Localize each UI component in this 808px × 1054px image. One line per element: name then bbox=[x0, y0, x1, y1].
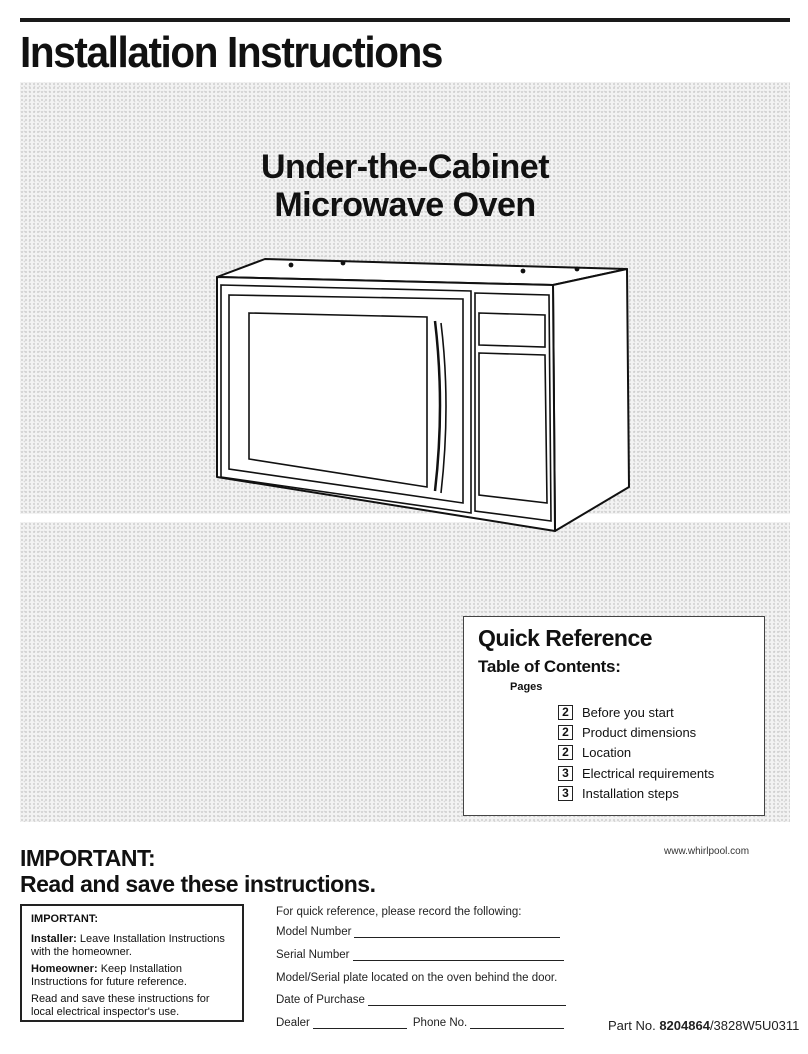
important-line2: Read and save these instructions. bbox=[20, 871, 376, 897]
dealer-phone-line bbox=[276, 1017, 564, 1029]
important-line1: IMPORTANT: bbox=[20, 845, 156, 871]
serial-number-label: Serial Number bbox=[276, 949, 350, 961]
product-title-line1: Under-the-Cabinet bbox=[260, 148, 550, 186]
notice-heading: IMPORTANT: bbox=[31, 913, 99, 925]
toc-page-number: 2 bbox=[558, 725, 573, 740]
serial-number-line bbox=[276, 949, 564, 961]
installer-label: Installer: bbox=[31, 933, 77, 945]
plate-note: Model/Serial plate located on the oven behind the door. bbox=[276, 972, 558, 984]
toc-page-number: 3 bbox=[558, 766, 573, 781]
model-number-line bbox=[276, 926, 560, 938]
pages-label: Pages bbox=[510, 681, 543, 693]
page-title: Installation Instructions bbox=[20, 28, 443, 77]
toc-item bbox=[558, 743, 631, 761]
microwave-oven-icon bbox=[205, 255, 635, 540]
purchase-date-field[interactable] bbox=[368, 995, 566, 1006]
notice-homeowner bbox=[31, 963, 233, 989]
notice-installer bbox=[31, 933, 233, 959]
toc-item-label: Location bbox=[582, 744, 632, 760]
record-intro: For quick reference, please record the following: bbox=[276, 906, 522, 918]
toc-item-label: Electrical requirements bbox=[582, 765, 715, 781]
toc-page-number: 2 bbox=[558, 745, 573, 760]
homeowner-text: Keep Installation Instructions for future reference. bbox=[31, 963, 187, 988]
important-notice-box bbox=[20, 904, 244, 1022]
toc-item bbox=[558, 703, 674, 721]
website-link[interactable]: www.whirlpool.com bbox=[664, 846, 750, 857]
toc-item-label: Product dimensions bbox=[582, 724, 697, 740]
part-number-bold: 8204864 bbox=[659, 1018, 710, 1033]
part-number bbox=[608, 1018, 799, 1033]
serial-number-field[interactable] bbox=[353, 950, 564, 961]
product-title-line2: Microwave Oven bbox=[274, 186, 536, 224]
toc-item-label: Before you start bbox=[582, 704, 674, 720]
toc-item bbox=[558, 764, 714, 782]
installer-text: Leave Installation Instructions with the homeowner. bbox=[31, 933, 225, 958]
product-title bbox=[230, 148, 580, 224]
top-rule bbox=[20, 18, 790, 22]
toc-item bbox=[558, 784, 679, 802]
quick-reference-title: Quick Reference bbox=[478, 625, 653, 651]
phone-label: Phone No. bbox=[412, 1017, 468, 1029]
purchase-date-label: Date of Purchase bbox=[276, 994, 365, 1006]
dealer-field[interactable] bbox=[313, 1018, 407, 1029]
table-of-contents-title: Table of Contents: bbox=[478, 657, 621, 676]
part-number-rest: /3828W5U0311 bbox=[709, 1018, 800, 1033]
notice-inspector: Read and save these instructions for local electrical inspector's use. bbox=[31, 993, 210, 1018]
part-number-prefix: Part No. bbox=[608, 1018, 656, 1033]
homeowner-label: Homeowner: bbox=[31, 963, 98, 975]
toc-item bbox=[558, 723, 696, 741]
toc-page-number: 2 bbox=[558, 705, 573, 720]
important-heading bbox=[20, 845, 375, 897]
purchase-date-line bbox=[276, 994, 566, 1006]
quick-reference-box bbox=[463, 616, 765, 816]
model-number-field[interactable] bbox=[354, 927, 560, 938]
model-number-label: Model Number bbox=[276, 926, 352, 938]
dealer-label: Dealer bbox=[276, 1017, 310, 1029]
phone-field[interactable] bbox=[470, 1018, 564, 1029]
toc-item-label: Installation steps bbox=[582, 785, 679, 801]
toc-page-number: 3 bbox=[558, 786, 573, 801]
